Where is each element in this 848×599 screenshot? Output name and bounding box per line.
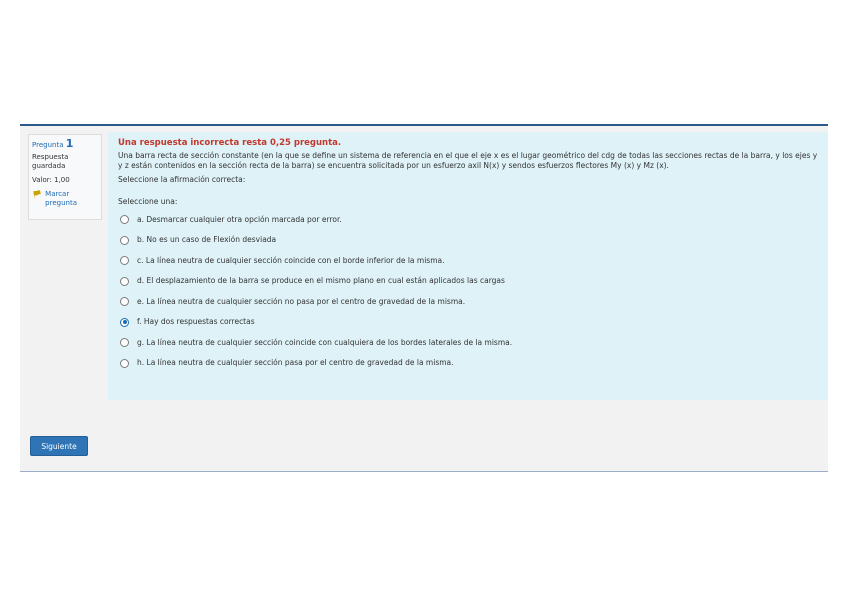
answer-radio[interactable]	[120, 297, 129, 306]
answer-option[interactable]	[118, 333, 820, 354]
question-grade: Valor: 1,00	[32, 176, 70, 184]
answer-label[interactable]: e. La línea neutra de cualquier sección no pasa por el centro de gravedad de la misma.	[137, 296, 466, 306]
answer-label[interactable]: a. Desmarcar cualquier otra opción marcada por error.	[137, 214, 342, 224]
answer-options	[118, 210, 820, 374]
answer-option[interactable]	[118, 271, 820, 292]
flag-icon: 🏴︎	[32, 190, 43, 199]
answer-radio[interactable]	[120, 338, 129, 347]
question-content	[108, 132, 828, 400]
flag-question-label[interactable]: Marcar pregunta	[45, 190, 77, 207]
answer-label[interactable]: f. Hay dos respuestas correctas	[137, 317, 255, 326]
answer-option[interactable]	[118, 210, 820, 231]
answer-label[interactable]: h. La línea neutra de cualquier sección pasa por el centro de gravedad de la misma.	[137, 358, 454, 367]
question-warning: Una respuesta incorrecta resta 0,25 pregunta.	[118, 138, 342, 148]
flag-question-link[interactable]	[32, 190, 98, 208]
answer-label[interactable]: b. No es un caso de Flexión desviada	[137, 235, 277, 244]
answer-option[interactable]	[118, 292, 820, 313]
answer-label[interactable]: d. El desplazamiento de la barra se produce en el mismo plano en cual están aplicados las cargas	[137, 276, 505, 285]
quiz-page	[20, 124, 828, 472]
answer-option[interactable]	[118, 353, 820, 374]
answer-radio[interactable]	[120, 215, 129, 224]
question-text: Una barra recta de sección constante (en la que se define un sistema de referencia en el que el eje x es el lugar geométrico del cdg de todas las secciones rectas de la barra, y los ejes y y z están contenidos en la sección recta de la barra) se encuentra solicitada por un esfuerzo axil N(x) y sendos esfuerzos flectores My (x) y Mz (x).	[118, 150, 818, 170]
question-number	[32, 139, 98, 150]
question-info-panel	[28, 134, 102, 220]
answer-label[interactable]: g. La línea neutra de cualquier sección coincide con cualquiera de los bordes laterales de la misma.	[137, 337, 513, 347]
question-prompt: Seleccione la afirmación correcta:	[118, 174, 246, 184]
answer-radio[interactable]	[120, 256, 129, 265]
next-button[interactable]: Siguiente	[30, 436, 88, 456]
answer-radio[interactable]	[120, 359, 129, 368]
question-label: Pregunta	[32, 141, 64, 149]
answer-option[interactable]	[118, 312, 820, 333]
answer-option[interactable]	[118, 230, 820, 251]
question-number-value: 1	[65, 137, 74, 150]
answer-radio[interactable]	[120, 318, 129, 327]
question-state: Respuesta guardada	[32, 153, 69, 170]
select-one-label: Seleccione una:	[118, 197, 178, 206]
answer-option[interactable]	[118, 251, 820, 272]
answer-radio[interactable]	[120, 277, 129, 286]
answer-radio[interactable]	[120, 236, 129, 245]
answer-label[interactable]: c. La línea neutra de cualquier sección coincide con el borde inferior de la misma.	[137, 255, 445, 265]
